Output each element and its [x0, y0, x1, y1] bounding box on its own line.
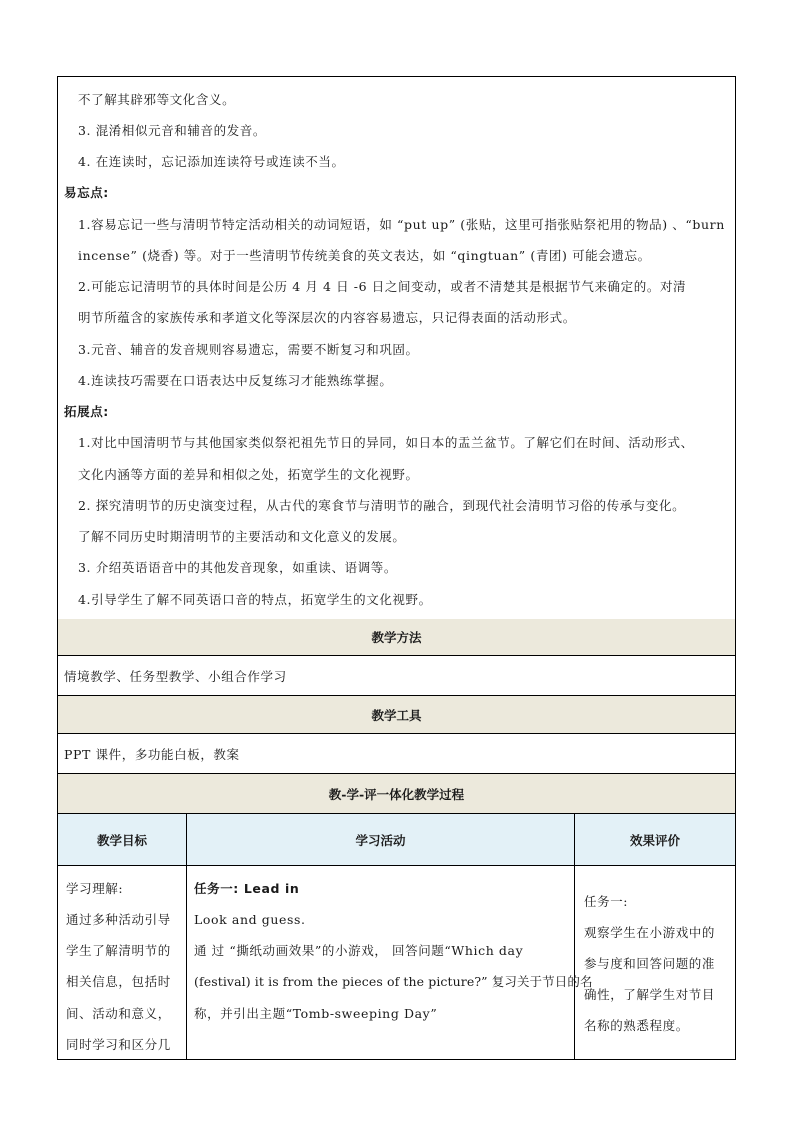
extension-line: 3. 介绍英语语音中的其他发音现象，如重读、语调等。 [78, 560, 398, 575]
forgettable-line: 3.元音、辅音的发音规则容易遗忘，需要不断复习和巩固。 [78, 342, 419, 357]
activity-line: (festival) it is from the pieces of the picture?” 复习关于节日的名 [194, 974, 593, 989]
difficulty-line: 不了解其辟邪等文化含义。 [78, 92, 236, 107]
activity-line: 通 过 “撕纸动画效果”的小游戏， 回答问题“Which day [194, 943, 524, 958]
goal-line: 同时学习和区分几 [66, 1037, 171, 1052]
methods-content: 情境教学、任务型教学、小组合作学习 [58, 656, 735, 696]
goal-line: 学生了解清明节的 [66, 943, 171, 958]
extension-line: 2. 探究清明节的历史演变过程，从古代的寒食节与清明节的融合，到现代社会清明节习俗的传承与变化。 [78, 498, 686, 513]
difficulty-line: 4. 在连读时，忘记添加连读符号或连读不当。 [78, 154, 345, 169]
column-header-activity: 学习活动 [187, 814, 574, 866]
forgettable-line: 明节所蕴含的家族传承和孝道文化等深层次的内容容易遗忘，只记得表面的活动形式。 [78, 310, 576, 325]
goal-line: 通过多种活动引导 [66, 912, 171, 927]
evaluation-line: 名称的熟悉程度。 [584, 1018, 689, 1033]
goal-line: 相关信息，包括时 [66, 974, 171, 989]
key-points-section [58, 77, 735, 620]
extension-heading: 拓展点: [64, 404, 109, 419]
extension-line: 1.对比中国清明节与其他国家类似祭祀祖先节日的异同，如日本的盂兰盆节。了解它们在时间、活动形式、 [78, 435, 694, 450]
activity-line: Look and guess. [194, 912, 306, 927]
difficulty-line: 3. 混淆相似元音和辅音的发音。 [78, 123, 267, 138]
evaluation-line: 观察学生在小游戏中的 [584, 925, 716, 940]
methods-title: 教学方法 [58, 619, 735, 656]
forgettable-line: 1.容易忘记一些与清明节特定活动相关的动词短语，如 “put up” (张贴，这里可指张贴祭祀用的物品) 、“burn [78, 217, 725, 232]
forgettable-heading: 易忘点: [64, 185, 109, 200]
task-title: 任务一: Lead in [194, 881, 300, 896]
lesson-plan-table [57, 76, 736, 1060]
forgettable-line: 4.连读技巧需要在口语表达中反复练习才能熟练掌握。 [78, 373, 393, 388]
tools-content: PPT 课件，多功能白板，教案 [58, 734, 735, 774]
process-title: 教-学-评一体化教学过程 [58, 774, 735, 814]
forgettable-line: 2.可能忘记清明节的具体时间是公历 4 月 4 日 -6 日之间变动，或者不清楚其是根据节气来确定的。对清 [78, 279, 687, 294]
extension-line: 了解不同历史时期清明节的主要活动和文化意义的发展。 [78, 529, 406, 544]
goal-line: 学习理解: [66, 881, 124, 896]
forgettable-line: incense” (烧香) 等。对于一些清明节传统美食的英文表达，如 “qingtuan” (青团) 可能会遗忘。 [78, 248, 651, 263]
evaluation-cell [575, 866, 735, 1059]
evaluation-line: 参与度和回答问题的准 [584, 956, 716, 971]
extension-line: 文化内涵等方面的差异和相似之处，拓宽学生的文化视野。 [78, 467, 419, 482]
activity-cell [187, 866, 593, 1059]
column-header-goal: 教学目标 [58, 814, 186, 866]
column-header-evaluation: 效果评价 [575, 814, 735, 866]
extension-line: 4.引导学生了解不同英语口音的特点，拓宽学生的文化视野。 [78, 592, 432, 607]
evaluation-line: 确性，了解学生对节目 [584, 987, 716, 1002]
activity-line: 称，并引出主题“Tomb-sweeping Day” [194, 1006, 438, 1021]
tools-title: 教学工具 [58, 696, 735, 734]
goal-cell [58, 866, 186, 1059]
goal-line: 间、活动和意义， [66, 1006, 171, 1021]
evaluation-line: 任务一: [584, 894, 629, 909]
